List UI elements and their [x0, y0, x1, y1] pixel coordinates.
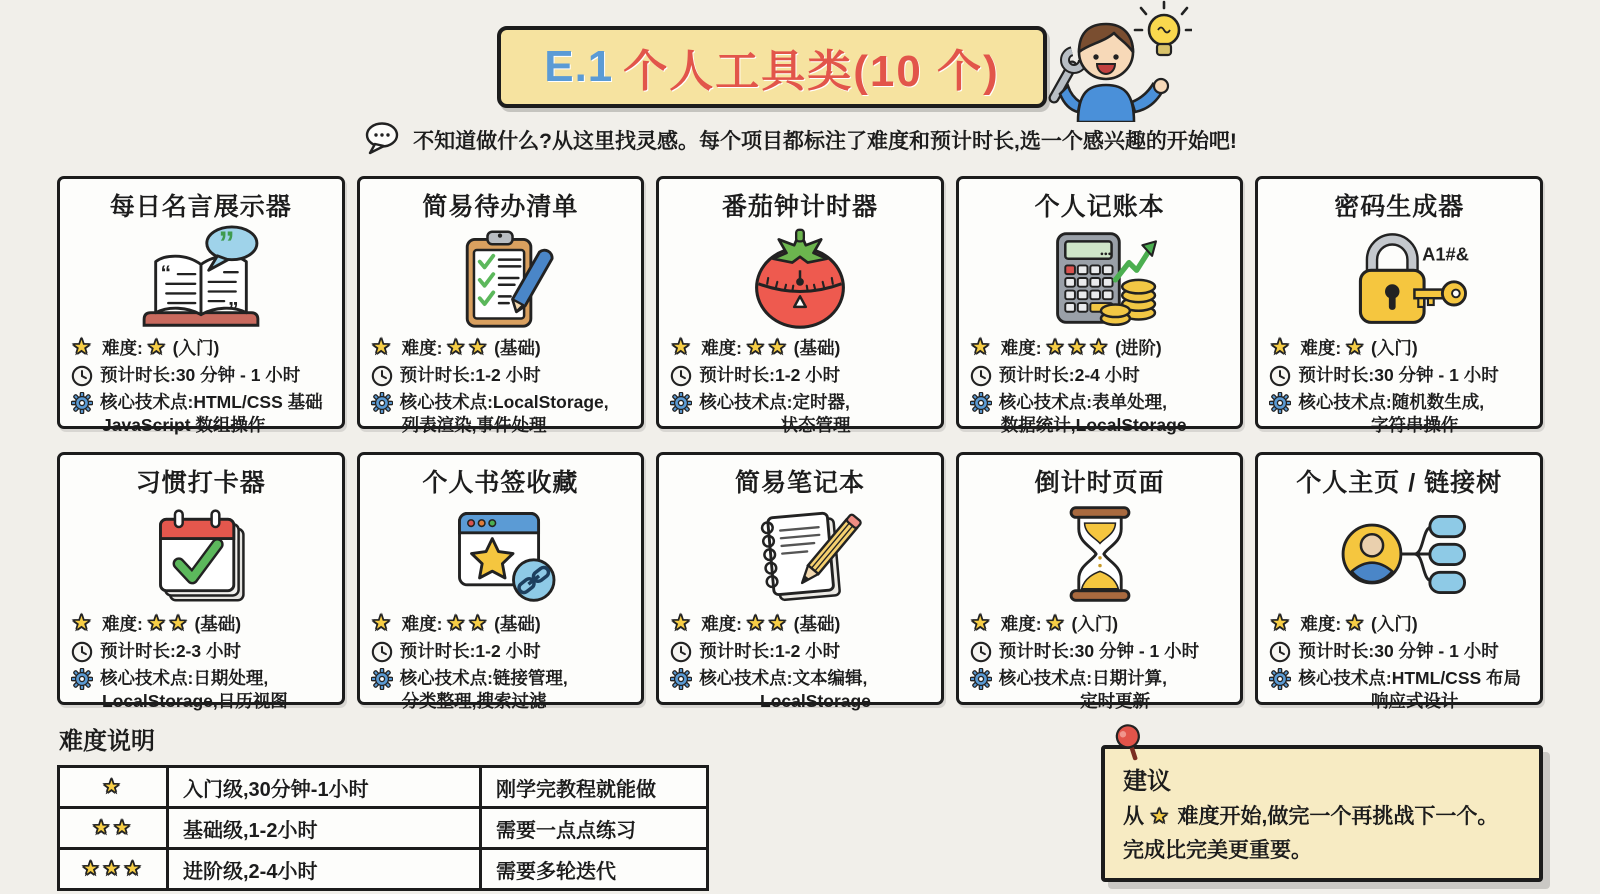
difficulty-stars: ★★	[746, 612, 790, 635]
gear-icon	[71, 668, 93, 690]
legend-row	[59, 808, 708, 849]
gear-icon	[970, 668, 992, 690]
difficulty-stars: ★	[146, 336, 169, 359]
difficulty-row: ★ 难度: ★★★ (进阶)	[970, 334, 1162, 359]
difficulty-stars: ★	[1045, 612, 1068, 635]
clock-icon	[670, 365, 692, 387]
tech-row: 核心技术点:日期计算, 定时更新	[970, 667, 1230, 713]
card-title: 简易待办清单	[422, 193, 579, 221]
card-title: 番茄钟计时器	[721, 193, 878, 221]
legend-row	[59, 767, 708, 808]
difficulty-row: ★ 难度: ★★ (基础)	[670, 610, 841, 635]
subtitle-row	[0, 118, 1600, 162]
speech-bubble-icon	[363, 121, 401, 160]
header	[0, 0, 1600, 112]
clock-icon	[71, 365, 93, 387]
difficulty-stars: ★★	[146, 612, 191, 635]
tech-row: 核心技术点:HTML/CSS 基础 JavaScript 数组操作	[71, 391, 331, 437]
todo-clipboard-icon	[371, 223, 631, 333]
legend-desc: 入门级,30分钟-1小时	[168, 767, 481, 808]
legend-title: 难度说明	[59, 728, 155, 755]
time-row: 预计时长:2-3 小时	[71, 640, 331, 663]
star-icon: ★	[1149, 805, 1172, 828]
card-pomodoro-timer	[656, 176, 944, 435]
star-icon: ★	[1270, 334, 1293, 359]
tech-row: 核心技术点:文本编辑, LocalStorage	[670, 667, 930, 713]
tip-box	[1101, 745, 1543, 882]
tech-row: 核心技术点:定时器, 状态管理	[670, 391, 930, 437]
legend-table	[57, 765, 709, 891]
card-todo-list	[357, 176, 645, 435]
card-stats	[71, 333, 331, 436]
card-title: 习惯打卡器	[135, 469, 266, 497]
card-password-generator	[1255, 176, 1543, 435]
time-row: 预计时长:1-2 小时	[670, 640, 930, 663]
hourglass-icon	[970, 499, 1230, 609]
tip-title: 建议	[1123, 768, 1171, 795]
difficulty-stars: ★★★	[1045, 336, 1112, 359]
star-icon: ★	[670, 610, 694, 635]
star-icon: ★	[670, 334, 694, 359]
card-title: 个人书签收藏	[422, 469, 579, 497]
card-stats	[371, 333, 631, 436]
star-icon: ★	[1270, 610, 1293, 635]
card-stats	[71, 609, 331, 712]
difficulty-stars: ★★	[446, 612, 491, 635]
avatar-linktree-icon	[1269, 499, 1529, 609]
lightbulb-icon	[1135, 2, 1192, 55]
padlock-key-icon	[1269, 223, 1529, 333]
star-icon: ★	[970, 334, 994, 359]
gear-icon	[970, 392, 992, 414]
tech-row: 核心技术点:链接管理, 分类整理,搜索过滤	[371, 667, 631, 713]
legend-stars: ★	[59, 767, 168, 808]
time-row: 预计时长:30 分钟 - 1 小时	[71, 364, 331, 387]
clock-icon	[371, 365, 393, 387]
time-row: 预计时长:1-2 小时	[670, 364, 930, 387]
icon-label: A1#&	[1422, 243, 1470, 265]
book-quote-icon	[71, 223, 331, 333]
time-row: 预计时长:1-2 小时	[371, 640, 631, 663]
difficulty-row: ★ 难度: ★ (入门)	[71, 334, 220, 359]
legend-desc: 基础级,1-2小时	[168, 808, 481, 849]
gear-icon	[371, 668, 393, 690]
card-title: 个人记账本	[1034, 193, 1165, 221]
bottom-section	[57, 721, 1543, 891]
tech-row: 核心技术点:随机数生成, 字符串操作	[1269, 391, 1529, 437]
difficulty-stars: ★★	[446, 336, 491, 359]
project-cards-grid	[57, 176, 1543, 711]
legend-stars: ★★★	[59, 849, 168, 890]
calendar-check-icon	[71, 499, 331, 609]
card-title: 个人主页 / 链接树	[1296, 469, 1503, 497]
card-stats	[670, 333, 930, 436]
clock-icon	[970, 641, 992, 663]
clock-icon	[1269, 365, 1291, 387]
time-row: 预计时长:30 分钟 - 1 小时	[1269, 640, 1529, 663]
tomato-timer-icon	[670, 223, 930, 333]
difficulty-row: ★ 难度: ★★ (基础)	[371, 610, 541, 635]
card-countdown-page	[956, 452, 1244, 711]
svg-text:“: “	[160, 261, 171, 285]
tip-line-2: 完成比完美更重要。	[1123, 839, 1312, 862]
time-row: 预计时长:30 分钟 - 1 小时	[1269, 364, 1529, 387]
card-simple-notebook	[656, 452, 944, 711]
gear-icon	[371, 392, 393, 414]
card-title: 倒计时页面	[1034, 469, 1165, 497]
clock-icon	[71, 641, 93, 663]
difficulty-stars: ★	[1345, 336, 1368, 359]
clock-icon	[970, 365, 992, 387]
clock-icon	[1269, 641, 1291, 663]
title-banner	[497, 26, 1047, 108]
mascot-boy-illustration	[1042, 0, 1192, 127]
difficulty-row: ★ 难度: ★ (入门)	[970, 610, 1119, 635]
svg-text:”: ”	[218, 224, 235, 261]
clock-icon	[670, 641, 692, 663]
card-bookmark-collection	[357, 452, 645, 711]
legend-row	[59, 849, 708, 890]
star-icon: ★	[71, 610, 95, 635]
card-stats	[970, 333, 1230, 436]
tech-row: 核心技术点:LocalStorage, 列表渲染,事件处理	[371, 391, 631, 437]
gear-icon	[71, 392, 93, 414]
time-row: 预计时长:1-2 小时	[371, 364, 631, 387]
svg-text:”: ”	[227, 298, 239, 322]
time-row: 预计时长:2-4 小时	[970, 364, 1230, 387]
gear-icon	[670, 392, 692, 414]
card-stats	[970, 609, 1230, 712]
card-stats	[1269, 609, 1529, 712]
tech-row: 核心技术点:HTML/CSS 布局 响应式设计	[1269, 667, 1529, 713]
difficulty-legend	[57, 721, 709, 891]
legend-desc: 进阶级,2-4小时	[168, 849, 481, 890]
legend-note: 需要一点点练习	[481, 808, 708, 849]
card-title: 每日名言展示器	[109, 193, 292, 221]
gear-icon	[670, 668, 692, 690]
card-linktree-homepage	[1255, 452, 1543, 711]
tip-line-1: 从 ★ 难度开始,做完一个再挑战下一个。	[1123, 805, 1499, 828]
difficulty-row: ★ 难度: ★★ (基础)	[371, 334, 541, 359]
card-personal-ledger	[956, 176, 1244, 435]
difficulty-stars: ★	[1345, 612, 1368, 635]
legend-note: 需要多轮迭代	[481, 849, 708, 890]
card-habit-tracker	[57, 452, 345, 711]
card-daily-quote	[57, 176, 345, 435]
page-title: 个人工具类(10 个)	[623, 47, 1000, 96]
difficulty-row: ★ 难度: ★★ (基础)	[670, 334, 841, 359]
gear-icon	[1269, 392, 1291, 414]
star-icon: ★	[71, 334, 95, 359]
card-title: 密码生成器	[1334, 193, 1465, 221]
subtitle-text: 不知道做什么?从这里找灵感。每个项目都标注了难度和预计时长,选一个感兴趣的开始吧!	[413, 130, 1237, 153]
star-icon: ★	[371, 334, 394, 359]
tech-row: 核心技术点:日期处理, LocalStorage,日历视图	[71, 667, 331, 713]
card-title: 简易笔记本	[734, 469, 865, 497]
difficulty-row: ★ 难度: ★★ (基础)	[71, 610, 242, 635]
gear-icon	[1269, 668, 1291, 690]
card-stats	[1269, 333, 1529, 436]
star-icon: ★	[970, 610, 994, 635]
notebook-pencil-icon	[670, 499, 930, 609]
difficulty-row: ★ 难度: ★ (入门)	[1270, 334, 1418, 359]
calculator-coins-icon	[970, 223, 1230, 333]
time-row: 预计时长:30 分钟 - 1 小时	[970, 640, 1230, 663]
browser-star-link-icon	[371, 499, 631, 609]
card-stats	[670, 609, 930, 712]
banner-prefix: E.1	[544, 42, 614, 91]
legend-stars: ★★	[59, 808, 168, 849]
difficulty-stars: ★★	[746, 336, 790, 359]
pushpin-icon	[1111, 723, 1151, 772]
star-icon: ★	[371, 610, 394, 635]
difficulty-row: ★ 难度: ★ (入门)	[1270, 610, 1418, 635]
tech-row: 核心技术点:表单处理, 数据统计,LocalStorage	[970, 391, 1230, 437]
clock-icon	[371, 641, 393, 663]
card-stats	[371, 609, 631, 712]
legend-note: 刚学完教程就能做	[481, 767, 708, 808]
